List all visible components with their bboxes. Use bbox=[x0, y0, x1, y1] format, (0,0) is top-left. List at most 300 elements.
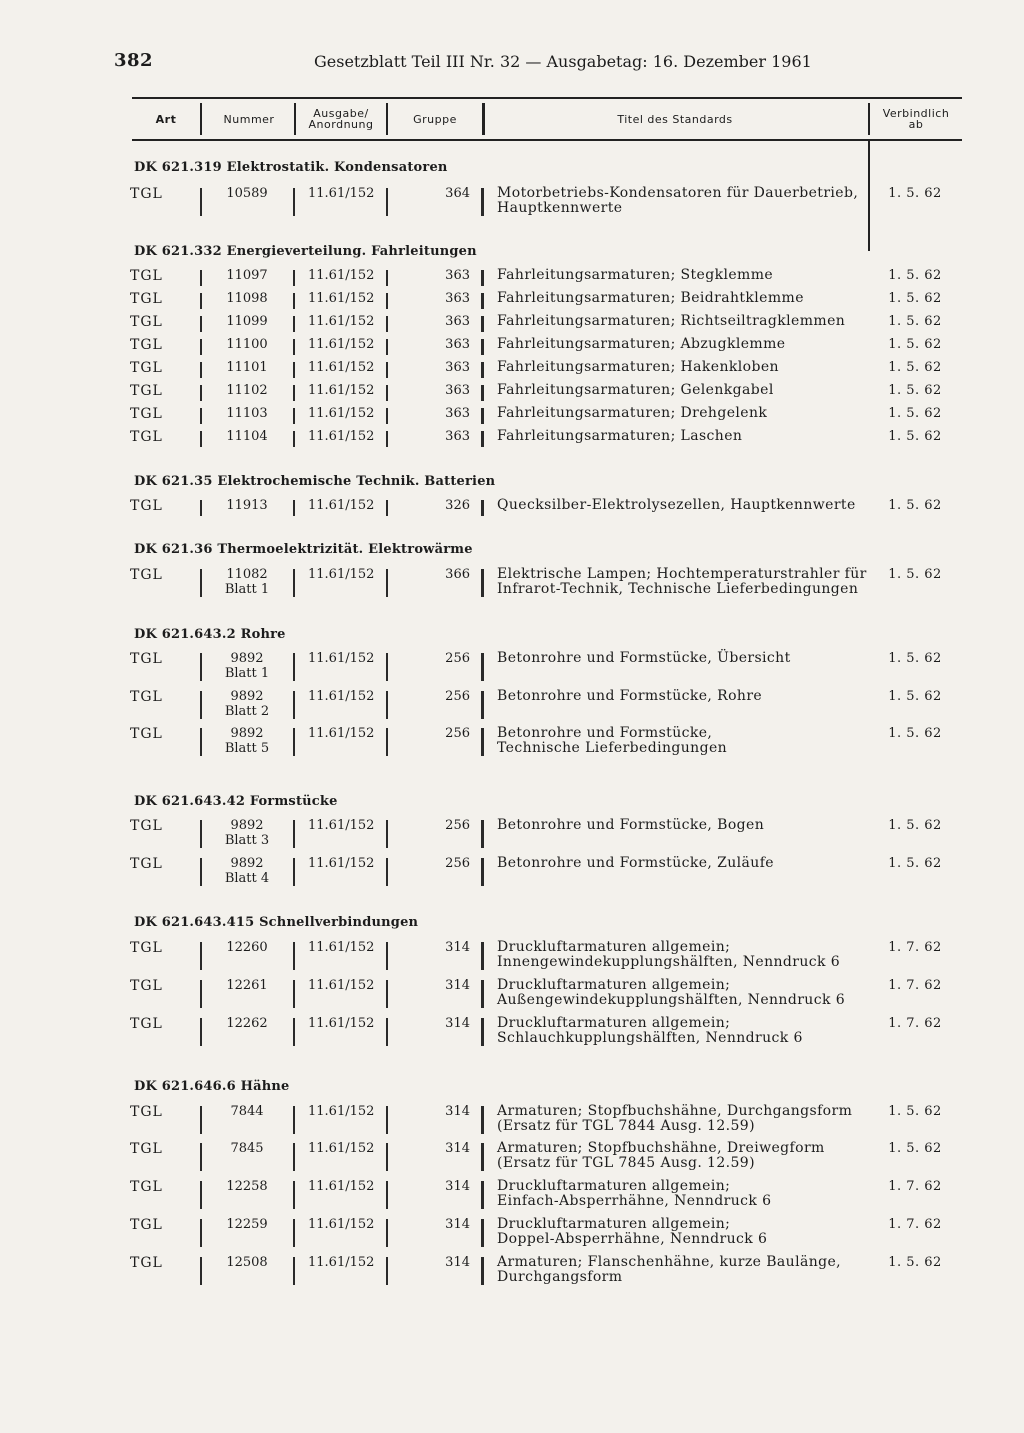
column-divider bbox=[481, 293, 484, 309]
cell-ausgabe: 11.61/152 bbox=[308, 360, 375, 375]
cell-nummer bbox=[200, 186, 294, 201]
cell-gruppe: 314 bbox=[445, 940, 470, 955]
column-divider bbox=[200, 270, 202, 286]
column-divider bbox=[293, 408, 295, 424]
column-divider bbox=[200, 500, 202, 516]
column-divider bbox=[481, 500, 484, 516]
cell-art: TGL bbox=[130, 856, 163, 872]
page-number: 382 bbox=[114, 50, 154, 71]
cell-gruppe: 314 bbox=[445, 1179, 470, 1194]
column-divider bbox=[293, 385, 295, 401]
column-divider bbox=[481, 1219, 484, 1247]
column-divider bbox=[386, 728, 388, 756]
cell-ausgabe: 11.61/152 bbox=[308, 383, 375, 398]
cell-ausgabe: 11.61/152 bbox=[308, 268, 375, 283]
column-divider bbox=[200, 1018, 202, 1046]
cell-gruppe: 326 bbox=[445, 498, 470, 513]
cell-verbindlich: 1. 5. 62 bbox=[888, 314, 942, 329]
titel-line: Betonrohre und Formstücke, Rohre bbox=[497, 688, 763, 704]
cell-verbindlich: 1. 5. 62 bbox=[888, 1141, 942, 1156]
cell-gruppe: 256 bbox=[445, 689, 470, 704]
titel-line: Betonrohre und Formstücke, bbox=[497, 725, 713, 741]
column-divider bbox=[481, 728, 484, 756]
cell-gruppe: 363 bbox=[445, 291, 470, 306]
blatt-value: Blatt 1 bbox=[224, 582, 270, 597]
cell-verbindlich: 1. 5. 62 bbox=[888, 291, 942, 306]
cell-verbindlich: 1. 5. 62 bbox=[888, 186, 942, 201]
column-divider bbox=[386, 500, 388, 516]
cell-titel bbox=[497, 498, 856, 513]
column-divider bbox=[481, 653, 484, 681]
cell-art: TGL bbox=[130, 1016, 163, 1032]
cell-nummer bbox=[200, 291, 294, 306]
column-divider bbox=[200, 820, 202, 848]
column-divider bbox=[200, 942, 202, 970]
column-divider bbox=[200, 408, 202, 424]
nummer-value: 12261 bbox=[226, 978, 268, 993]
titel-line: Elektrische Lampen; Hochtemperaturstrahler für bbox=[497, 566, 867, 582]
cell-titel bbox=[497, 186, 858, 216]
cell-art: TGL bbox=[130, 1217, 163, 1233]
column-divider bbox=[386, 385, 388, 401]
cell-titel bbox=[497, 383, 774, 398]
titel-line: Motorbetriebs-Kondensatoren für Dauerbetrieb, bbox=[497, 185, 859, 201]
column-divider bbox=[481, 408, 484, 424]
cell-art: TGL bbox=[130, 268, 163, 284]
cell-titel bbox=[497, 1016, 803, 1046]
titel-line: Durchgangsform bbox=[497, 1269, 623, 1285]
cell-ausgabe: 11.61/152 bbox=[308, 689, 375, 704]
column-divider bbox=[386, 339, 388, 355]
cell-ausgabe: 11.61/152 bbox=[308, 651, 375, 666]
titel-line: Fahrleitungsarmaturen; Abzugklemme bbox=[497, 336, 786, 352]
cell-verbindlich: 1. 5. 62 bbox=[888, 383, 942, 398]
column-divider bbox=[386, 820, 388, 848]
cell-verbindlich: 1. 5. 62 bbox=[888, 818, 942, 833]
cell-art: TGL bbox=[130, 1179, 163, 1195]
cell-titel bbox=[497, 818, 764, 833]
column-divider bbox=[293, 500, 295, 516]
nummer-value: 12258 bbox=[226, 1179, 268, 1194]
column-divider bbox=[293, 728, 295, 756]
column-divider bbox=[481, 858, 484, 886]
cell-gruppe: 256 bbox=[445, 856, 470, 871]
nummer-value: 11082 bbox=[226, 567, 268, 582]
column-divider bbox=[293, 293, 295, 309]
nummer-value: 11098 bbox=[226, 291, 268, 306]
nummer-value: 7844 bbox=[230, 1104, 264, 1119]
column-divider bbox=[200, 1143, 202, 1171]
column-divider bbox=[481, 270, 484, 286]
titel-line: Schlauchkupplungshälften, Nenndruck 6 bbox=[497, 1030, 803, 1046]
column-header-verbindlich: Verbindlich ab bbox=[882, 107, 950, 131]
cell-ausgabe: 11.61/152 bbox=[308, 818, 375, 833]
cell-gruppe: 363 bbox=[445, 314, 470, 329]
cell-titel bbox=[497, 360, 779, 375]
column-divider bbox=[386, 1018, 388, 1046]
cell-titel bbox=[497, 940, 840, 970]
titel-line: Druckluftarmaturen allgemein; bbox=[497, 977, 731, 993]
column-divider bbox=[293, 1018, 295, 1046]
column-divider bbox=[481, 942, 484, 970]
column-divider bbox=[200, 1219, 202, 1247]
column-divider bbox=[481, 385, 484, 401]
cell-art: TGL bbox=[130, 978, 163, 994]
column-divider bbox=[386, 1181, 388, 1209]
cell-titel bbox=[497, 651, 791, 666]
cell-verbindlich: 1. 7. 62 bbox=[888, 1217, 942, 1232]
cell-ausgabe: 11.61/152 bbox=[308, 406, 375, 421]
column-divider bbox=[200, 1257, 202, 1285]
cell-nummer bbox=[200, 651, 294, 681]
cell-art: TGL bbox=[130, 726, 163, 742]
column-divider bbox=[481, 1181, 484, 1209]
column-divider bbox=[293, 980, 295, 1008]
column-divider bbox=[481, 316, 484, 332]
titel-line: Fahrleitungsarmaturen; Gelenkgabel bbox=[497, 382, 774, 398]
column-divider bbox=[386, 1106, 388, 1134]
cell-gruppe: 256 bbox=[445, 726, 470, 741]
column-divider bbox=[386, 653, 388, 681]
nummer-value: 11103 bbox=[226, 406, 268, 421]
cell-ausgabe: 11.61/152 bbox=[308, 1179, 375, 1194]
cell-art: TGL bbox=[130, 651, 163, 667]
cell-ausgabe: 11.61/152 bbox=[308, 940, 375, 955]
nummer-value: 11913 bbox=[226, 498, 268, 513]
titel-line: Einfach-Absperrhähne, Nenndruck 6 bbox=[497, 1193, 772, 1209]
section-title: DK 621.643.42 Formstücke bbox=[134, 794, 338, 809]
column-divider bbox=[481, 569, 484, 597]
cell-titel bbox=[497, 268, 773, 283]
column-divider bbox=[293, 691, 295, 719]
section-title: DK 621.646.6 Hähne bbox=[134, 1079, 290, 1094]
cell-gruppe: 314 bbox=[445, 1141, 470, 1156]
column-divider bbox=[293, 362, 295, 378]
table-header bbox=[132, 97, 962, 141]
blatt-value: Blatt 2 bbox=[224, 704, 270, 719]
cell-titel bbox=[497, 856, 774, 871]
column-divider bbox=[481, 1257, 484, 1285]
cell-titel bbox=[497, 689, 762, 704]
cell-ausgabe: 11.61/152 bbox=[308, 291, 375, 306]
cell-verbindlich: 1. 5. 62 bbox=[888, 726, 942, 741]
column-divider bbox=[293, 339, 295, 355]
titel-line: Infrarot-Technik, Technische Lieferbedingungen bbox=[497, 581, 859, 597]
titel-line: Fahrleitungsarmaturen; Hakenkloben bbox=[497, 359, 779, 375]
titel-line: Fahrleitungsarmaturen; Laschen bbox=[497, 428, 743, 444]
cell-titel bbox=[497, 1104, 852, 1134]
cell-nummer bbox=[200, 1217, 294, 1232]
cell-verbindlich: 1. 5. 62 bbox=[888, 651, 942, 666]
cell-gruppe: 314 bbox=[445, 978, 470, 993]
cell-ausgabe: 11.61/152 bbox=[308, 1217, 375, 1232]
cell-nummer bbox=[200, 1179, 294, 1194]
section-title: DK 621.319 Elektrostatik. Kondensatoren bbox=[134, 160, 448, 175]
titel-line: Druckluftarmaturen allgemein; bbox=[497, 1015, 731, 1031]
column-divider bbox=[481, 431, 484, 447]
column-divider bbox=[386, 293, 388, 309]
nummer-value: 9892 bbox=[230, 818, 264, 833]
column-header-nummer: Nummer bbox=[223, 112, 275, 126]
cell-nummer bbox=[200, 567, 294, 597]
cell-ausgabe: 11.61/152 bbox=[308, 186, 375, 201]
blatt-value: Blatt 5 bbox=[224, 741, 270, 756]
nummer-value: 11101 bbox=[226, 360, 268, 375]
cell-gruppe: 363 bbox=[445, 406, 470, 421]
column-divider bbox=[293, 1219, 295, 1247]
cell-nummer bbox=[200, 1104, 294, 1119]
column-divider bbox=[200, 316, 202, 332]
cell-art: TGL bbox=[130, 498, 163, 514]
nummer-value: 11100 bbox=[226, 337, 268, 352]
column-divider bbox=[293, 653, 295, 681]
column-divider bbox=[293, 569, 295, 597]
cell-ausgabe: 11.61/152 bbox=[308, 337, 375, 352]
cell-verbindlich: 1. 5. 62 bbox=[888, 498, 942, 513]
cell-ausgabe: 11.61/152 bbox=[308, 429, 375, 444]
column-divider bbox=[200, 980, 202, 1008]
cell-nummer bbox=[200, 940, 294, 955]
titel-line: Fahrleitungsarmaturen; Beidrahtklemme bbox=[497, 290, 804, 306]
column-divider bbox=[386, 408, 388, 424]
cell-verbindlich: 1. 5. 62 bbox=[888, 337, 942, 352]
titel-line: Druckluftarmaturen allgemein; bbox=[497, 1178, 731, 1194]
titel-line: Druckluftarmaturen allgemein; bbox=[497, 1216, 731, 1232]
cell-gruppe: 314 bbox=[445, 1016, 470, 1031]
cell-verbindlich: 1. 5. 62 bbox=[888, 268, 942, 283]
cell-titel bbox=[497, 291, 804, 306]
cell-titel bbox=[497, 406, 767, 421]
cell-art: TGL bbox=[130, 1104, 163, 1120]
column-divider bbox=[386, 188, 388, 216]
titel-line: Innengewindekupplungshälften, Nenndruck 6 bbox=[497, 954, 841, 970]
cell-art: TGL bbox=[130, 429, 163, 445]
cell-nummer bbox=[200, 314, 294, 329]
cell-gruppe: 256 bbox=[445, 651, 470, 666]
titel-line: Außengewindekupplungshälften, Nenndruck 6 bbox=[497, 992, 846, 1008]
cell-titel bbox=[497, 429, 742, 444]
titel-line: Druckluftarmaturen allgemein; bbox=[497, 939, 731, 955]
cell-ausgabe: 11.61/152 bbox=[308, 978, 375, 993]
column-divider bbox=[481, 339, 484, 355]
page-header bbox=[114, 50, 812, 76]
column-divider bbox=[386, 316, 388, 332]
cell-ausgabe: 11.61/152 bbox=[308, 498, 375, 513]
blatt-value: Blatt 3 bbox=[224, 833, 270, 848]
section-title: DK 621.332 Energieverteilung. Fahrleitungen bbox=[134, 244, 477, 259]
cell-verbindlich: 1. 5. 62 bbox=[888, 429, 942, 444]
cell-verbindlich: 1. 5. 62 bbox=[888, 406, 942, 421]
cell-verbindlich: 1. 5. 62 bbox=[888, 1255, 942, 1270]
nummer-value: 7845 bbox=[230, 1141, 264, 1156]
cell-nummer bbox=[200, 268, 294, 283]
column-header-gruppe: Gruppe bbox=[413, 112, 457, 126]
cell-nummer bbox=[200, 360, 294, 375]
nummer-value: 12508 bbox=[226, 1255, 268, 1270]
cell-nummer bbox=[200, 1016, 294, 1031]
cell-verbindlich: 1. 5. 62 bbox=[888, 360, 942, 375]
cell-art: TGL bbox=[130, 337, 163, 353]
column-divider bbox=[200, 728, 202, 756]
cell-verbindlich: 1. 5. 62 bbox=[888, 567, 942, 582]
cell-art: TGL bbox=[130, 940, 163, 956]
column-divider bbox=[200, 691, 202, 719]
nummer-value: 9892 bbox=[230, 651, 264, 666]
cell-nummer bbox=[200, 383, 294, 398]
titel-line: Armaturen; Flanschenhähne, kurze Baulänge, bbox=[497, 1254, 842, 1270]
nummer-value: 9892 bbox=[230, 726, 264, 741]
column-divider bbox=[386, 691, 388, 719]
cell-nummer bbox=[200, 818, 294, 848]
column-divider bbox=[386, 1257, 388, 1285]
column-divider bbox=[293, 1257, 295, 1285]
titel-line: Fahrleitungsarmaturen; Richtseiltragklemmen bbox=[497, 313, 846, 329]
section-title: DK 621.643.2 Rohre bbox=[134, 627, 286, 642]
cell-nummer bbox=[200, 498, 294, 513]
cell-art: TGL bbox=[130, 689, 163, 705]
column-divider bbox=[386, 1143, 388, 1171]
cell-nummer bbox=[200, 1255, 294, 1270]
column-divider bbox=[293, 431, 295, 447]
column-divider bbox=[293, 1106, 295, 1134]
column-divider bbox=[386, 942, 388, 970]
cell-titel bbox=[497, 567, 867, 597]
titel-line: Fahrleitungsarmaturen; Drehgelenk bbox=[497, 405, 768, 421]
column-divider bbox=[481, 820, 484, 848]
titel-line: Armaturen; Stopfbuchshähne, Durchgangsform bbox=[497, 1103, 853, 1119]
titel-line: Betonrohre und Formstücke, Zuläufe bbox=[497, 855, 774, 871]
cell-art: TGL bbox=[130, 406, 163, 422]
cell-art: TGL bbox=[130, 567, 163, 583]
titel-line: Hauptkennwerte bbox=[497, 200, 623, 216]
column-header-titel: Titel des Standards bbox=[617, 112, 733, 126]
column-divider bbox=[200, 653, 202, 681]
titel-line: Betonrohre und Formstücke, Übersicht bbox=[497, 650, 791, 666]
cell-nummer bbox=[200, 978, 294, 993]
cell-art: TGL bbox=[130, 314, 163, 330]
column-divider bbox=[200, 858, 202, 886]
cell-nummer bbox=[200, 726, 294, 756]
column-rule bbox=[868, 141, 870, 251]
page-title: Gesetzblatt Teil III Nr. 32 — Ausgabetag: 16. Dezember 1961 bbox=[314, 52, 812, 71]
column-divider bbox=[386, 1219, 388, 1247]
column-divider bbox=[386, 431, 388, 447]
nummer-value: 11099 bbox=[226, 314, 268, 329]
cell-verbindlich: 1. 5. 62 bbox=[888, 1104, 942, 1119]
cell-titel bbox=[497, 978, 845, 1008]
column-divider bbox=[293, 1181, 295, 1209]
cell-titel bbox=[497, 1179, 771, 1209]
cell-ausgabe: 11.61/152 bbox=[308, 314, 375, 329]
column-divider bbox=[293, 942, 295, 970]
column-divider bbox=[293, 316, 295, 332]
column-divider bbox=[386, 362, 388, 378]
column-divider bbox=[481, 188, 484, 216]
blatt-value: Blatt 4 bbox=[224, 871, 270, 886]
nummer-value: 9892 bbox=[230, 689, 264, 704]
cell-nummer bbox=[200, 1141, 294, 1156]
cell-art: TGL bbox=[130, 1255, 163, 1271]
cell-ausgabe: 11.61/152 bbox=[308, 1255, 375, 1270]
column-divider bbox=[200, 1106, 202, 1134]
cell-gruppe: 256 bbox=[445, 818, 470, 833]
cell-titel bbox=[497, 1255, 841, 1285]
column-divider bbox=[481, 1106, 484, 1134]
cell-titel bbox=[497, 1217, 767, 1247]
nummer-value: 12262 bbox=[226, 1016, 268, 1031]
titel-line: Armaturen; Stopfbuchshähne, Dreiwegform bbox=[497, 1140, 825, 1156]
nummer-value: 12259 bbox=[226, 1217, 268, 1232]
column-divider bbox=[293, 1143, 295, 1171]
titel-line: Technische Lieferbedingungen bbox=[497, 740, 728, 756]
section-title: DK 621.643.415 Schnellverbindungen bbox=[134, 915, 419, 930]
cell-ausgabe: 11.61/152 bbox=[308, 1104, 375, 1119]
cell-ausgabe: 11.61/152 bbox=[308, 856, 375, 871]
column-divider bbox=[293, 858, 295, 886]
column-divider bbox=[200, 1181, 202, 1209]
column-divider bbox=[200, 362, 202, 378]
column-divider bbox=[386, 980, 388, 1008]
titel-line: Quecksilber-Elektrolysezellen, Hauptkennwerte bbox=[497, 497, 856, 513]
cell-gruppe: 314 bbox=[445, 1104, 470, 1119]
cell-nummer bbox=[200, 429, 294, 444]
cell-gruppe: 314 bbox=[445, 1217, 470, 1232]
cell-art: TGL bbox=[130, 186, 163, 202]
cell-ausgabe: 11.61/152 bbox=[308, 1016, 375, 1031]
cell-gruppe: 364 bbox=[445, 186, 470, 201]
column-divider bbox=[200, 188, 202, 216]
cell-ausgabe: 11.61/152 bbox=[308, 1141, 375, 1156]
cell-verbindlich: 1. 7. 62 bbox=[888, 978, 942, 993]
column-divider bbox=[481, 691, 484, 719]
column-divider bbox=[200, 339, 202, 355]
column-divider bbox=[386, 569, 388, 597]
titel-line: Betonrohre und Formstücke, Bogen bbox=[497, 817, 765, 833]
cell-ausgabe: 11.61/152 bbox=[308, 567, 375, 582]
cell-ausgabe: 11.61/152 bbox=[308, 726, 375, 741]
column-divider bbox=[293, 188, 295, 216]
titel-line: Doppel-Absperrhähne, Nenndruck 6 bbox=[497, 1231, 768, 1247]
column-header-art: Art bbox=[155, 112, 177, 126]
column-header-ausgabe: Ausgabe/ Anordnung bbox=[308, 107, 374, 131]
titel-line: Fahrleitungsarmaturen; Stegklemme bbox=[497, 267, 774, 283]
cell-gruppe: 363 bbox=[445, 383, 470, 398]
nummer-value: 11102 bbox=[226, 383, 268, 398]
cell-nummer bbox=[200, 406, 294, 421]
nummer-value: 12260 bbox=[226, 940, 268, 955]
cell-gruppe: 363 bbox=[445, 268, 470, 283]
column-divider bbox=[200, 569, 202, 597]
cell-gruppe: 363 bbox=[445, 429, 470, 444]
cell-titel bbox=[497, 1141, 825, 1171]
cell-art: TGL bbox=[130, 818, 163, 834]
cell-verbindlich: 1. 7. 62 bbox=[888, 940, 942, 955]
cell-verbindlich: 1. 7. 62 bbox=[888, 1179, 942, 1194]
column-divider bbox=[293, 270, 295, 286]
cell-nummer bbox=[200, 337, 294, 352]
cell-gruppe: 314 bbox=[445, 1255, 470, 1270]
nummer-value: 9892 bbox=[230, 856, 264, 871]
column-divider bbox=[386, 858, 388, 886]
column-divider bbox=[481, 1018, 484, 1046]
column-divider bbox=[481, 362, 484, 378]
cell-art: TGL bbox=[130, 291, 163, 307]
cell-titel bbox=[497, 314, 845, 329]
cell-verbindlich: 1. 7. 62 bbox=[888, 1016, 942, 1031]
blatt-value: Blatt 1 bbox=[224, 666, 270, 681]
cell-nummer bbox=[200, 856, 294, 886]
cell-verbindlich: 1. 5. 62 bbox=[888, 856, 942, 871]
